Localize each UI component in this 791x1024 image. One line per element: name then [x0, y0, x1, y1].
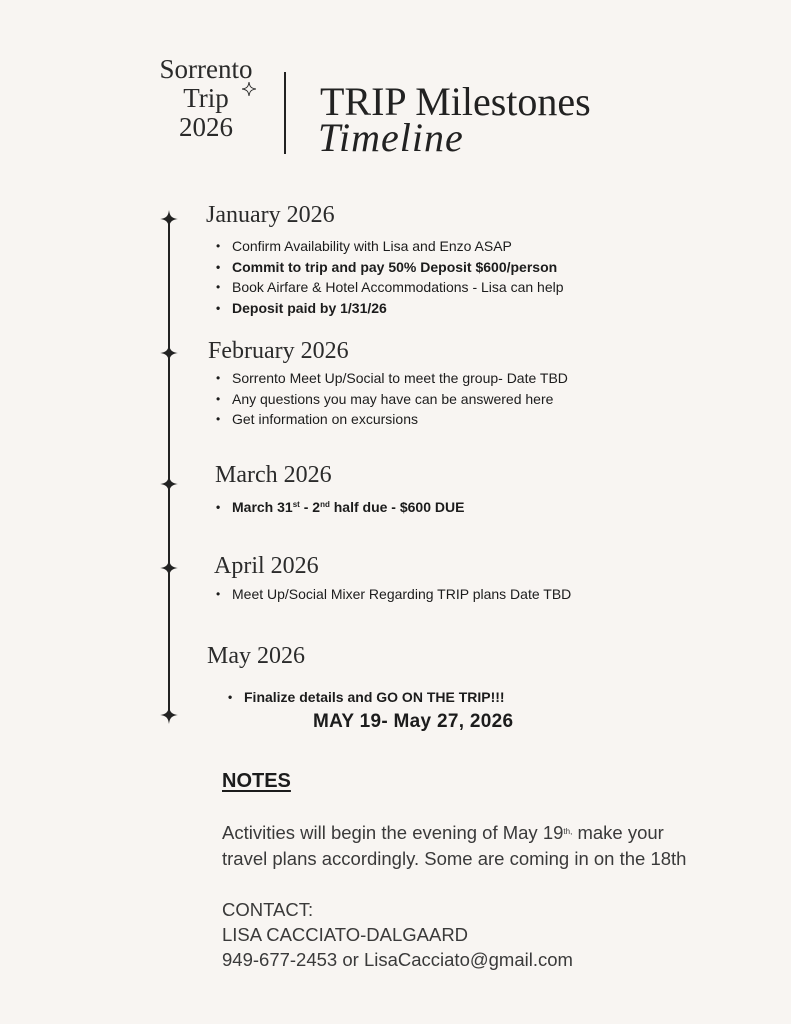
month-heading-march: March 2026: [215, 462, 332, 488]
month-heading-january: January 2026: [206, 202, 335, 228]
april-items: [216, 584, 571, 605]
page-title: TRIP Milestones: [320, 79, 591, 124]
header-divider: [284, 72, 286, 154]
march-date-2: - 2: [299, 499, 321, 515]
logo-line-1: Sorrento: [159, 54, 253, 84]
diamond-star-icon: [160, 344, 178, 362]
trip-logo: [138, 55, 274, 142]
logo-line-2: Trip: [183, 83, 229, 113]
diamond-star-icon: [160, 559, 178, 577]
list-item: • Book Airfare & Hotel Accommodations - Lisa can help: [216, 277, 564, 298]
notes-line-1: [222, 822, 664, 844]
february-items: [216, 368, 568, 430]
january-items: [216, 236, 564, 318]
timeline-line: [168, 217, 170, 715]
march-items: [216, 497, 464, 518]
page-subtitle: Timeline: [318, 115, 464, 160]
notes-text: Activities will begin the evening of May 19: [222, 822, 564, 843]
list-item: • Commit to trip and pay 50% Deposit $600/person: [216, 257, 564, 278]
ordinal-suffix: th,: [563, 827, 573, 836]
diamond-star-icon: [160, 210, 178, 228]
list-item: • Sorrento Meet Up/Social to meet the group- Date TBD: [216, 368, 568, 389]
month-heading-may: May 2026: [207, 643, 305, 669]
month-heading-february: February 2026: [208, 338, 349, 364]
logo-line-3: 2026: [179, 112, 233, 142]
notes-line-2: travel plans accordingly. Some are coming in on the 18th: [222, 848, 687, 869]
diamond-star-icon: [160, 706, 178, 724]
notes-heading: NOTES: [222, 770, 291, 792]
list-item: • Confirm Availability with Lisa and Enzo ASAP: [216, 236, 564, 257]
list-item: • Any questions you may have can be answered here: [216, 389, 568, 410]
ordinal-suffix: nd: [320, 500, 330, 509]
diamond-star-icon: [160, 475, 178, 493]
march-date-1: March 31: [232, 499, 293, 515]
contact-name: LISA CACCIATO-DALGAARD: [222, 924, 469, 945]
list-item: • Meet Up/Social Mixer Regarding TRIP plans Date TBD: [216, 584, 571, 605]
march-due: half due - $600 DUE: [329, 499, 465, 515]
list-item: • Deposit paid by 1/31/26: [216, 298, 564, 319]
month-heading-april: April 2026: [214, 553, 319, 579]
contact-info: 949-677-2453 or LisaCacciato@gmail.com: [222, 949, 573, 970]
list-item: • Get information on excursions: [216, 409, 568, 430]
list-item: [216, 497, 464, 518]
ordinal-suffix: st: [292, 500, 300, 509]
contact-label: CONTACT:: [222, 899, 314, 920]
notes-text: make your: [572, 822, 664, 843]
sparkle-icon: [242, 82, 256, 96]
list-item: • Finalize details and GO ON THE TRIP!!!: [228, 687, 505, 708]
may-items: [228, 687, 505, 708]
trip-dates: MAY 19- May 27, 2026: [313, 711, 514, 732]
